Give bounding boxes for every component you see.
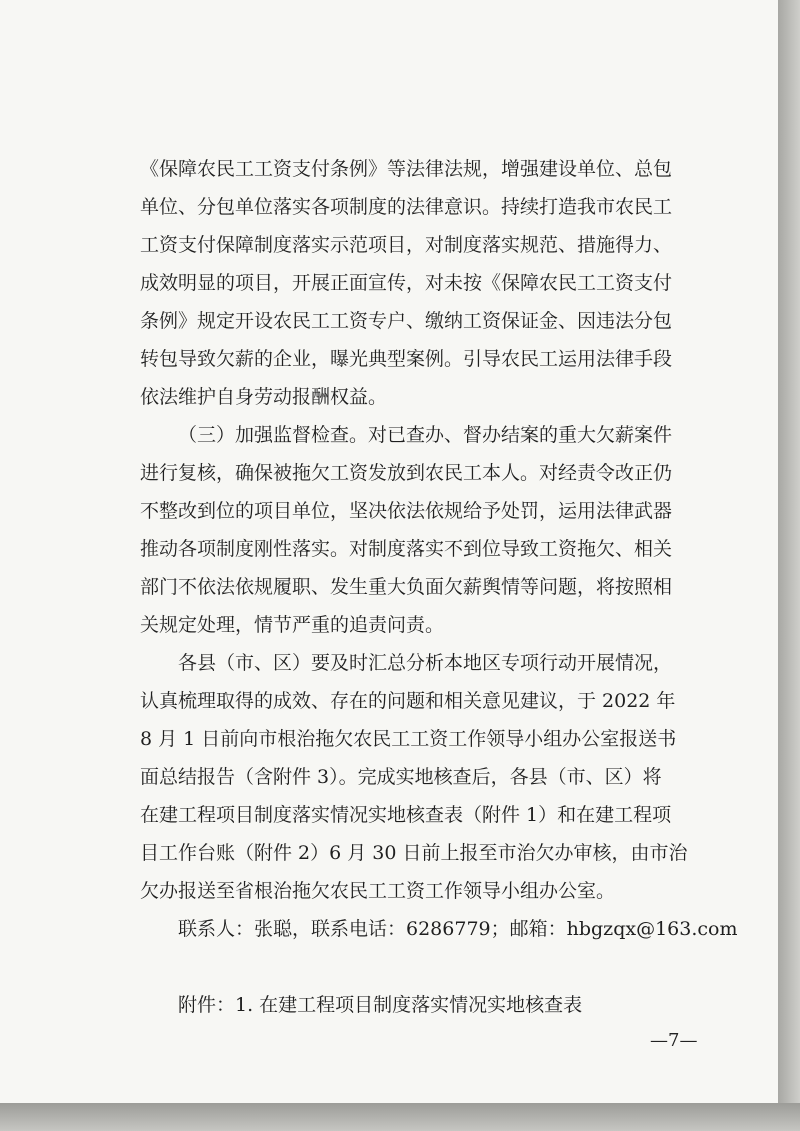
text-line: 欠办报送至省根治拖欠农民工工资工作领导小组办公室。 xyxy=(140,880,616,902)
blank-line xyxy=(140,948,700,986)
attachment-line: 附件：1. 在建工程项目制度落实情况实地核查表 xyxy=(178,994,583,1016)
scan-shadow-bottom xyxy=(0,1103,800,1131)
text-line: 进行复核，确保被拖欠工资发放到农民工本人。对经责令改正仍 xyxy=(140,462,673,484)
text-line: 认真梳理取得的成效、存在的问题和相关意见建议，于 2022 年 xyxy=(140,690,676,712)
paragraph-start-line: 各县（市、区）要及时汇总分析本地区专项行动开展情况， xyxy=(178,652,673,674)
text-line: 依法维护自身劳动报酬权益。 xyxy=(140,386,388,408)
text-line: 关规定处理，情节严重的追责问责。 xyxy=(140,614,445,636)
text-line: 8 月 1 日前向市根治拖欠农民工工资工作领导小组办公室报送书 xyxy=(140,728,677,750)
text-line: 在建工程项目制度落实情况实地核查表（附件 1）和在建工程项 xyxy=(140,804,672,826)
text-line: 不整改到位的项目单位，坚决依法依规给予处罚，运用法律武器 xyxy=(140,500,673,522)
scan-shadow-right xyxy=(778,0,800,1103)
text-line: 单位、分包单位落实各项制度的法律意识。持续打造我市农民工 xyxy=(140,196,673,218)
text-line: 成效明显的项目，开展正面宣传，对未按《保障农民工工资支付 xyxy=(140,272,673,294)
text-line: 部门不依法依规履职、发生重大负面欠薪舆情等问题，将按照相 xyxy=(140,576,673,598)
body-text xyxy=(140,150,738,1024)
text-line: 推动各项制度刚性落实。对制度落实不到位导致工资拖欠、相关 xyxy=(140,538,673,560)
text-line: 工资支付保障制度落实示范项目，对制度落实规范、措施得力、 xyxy=(140,234,673,256)
text-line: 转包导致欠薪的企业，曝光典型案例。引导农民工运用法律手段 xyxy=(140,348,673,370)
page-number: —7— xyxy=(650,1030,698,1051)
text-line: 条例》规定开设农民工工资专户、缴纳工资保证金、因违法分包 xyxy=(140,310,673,332)
contact-line: 联系人：张聪，联系电话：6286779；邮箱：hbgzqx@163.com xyxy=(178,918,738,940)
text-line: 《保障农民工工资支付条例》等法律法规，增强建设单位、总包 xyxy=(140,158,673,180)
text-line: 目工作台账（附件 2）6 月 30 日前上报至市治欠办审核，由市治 xyxy=(140,842,688,864)
section-heading-line: （三）加强监督检查。对已查办、督办结案的重大欠薪案件 xyxy=(178,424,673,446)
text-line: 面总结报告（含附件 3）。完成实地核查后，各县（市、区）将 xyxy=(140,766,662,788)
